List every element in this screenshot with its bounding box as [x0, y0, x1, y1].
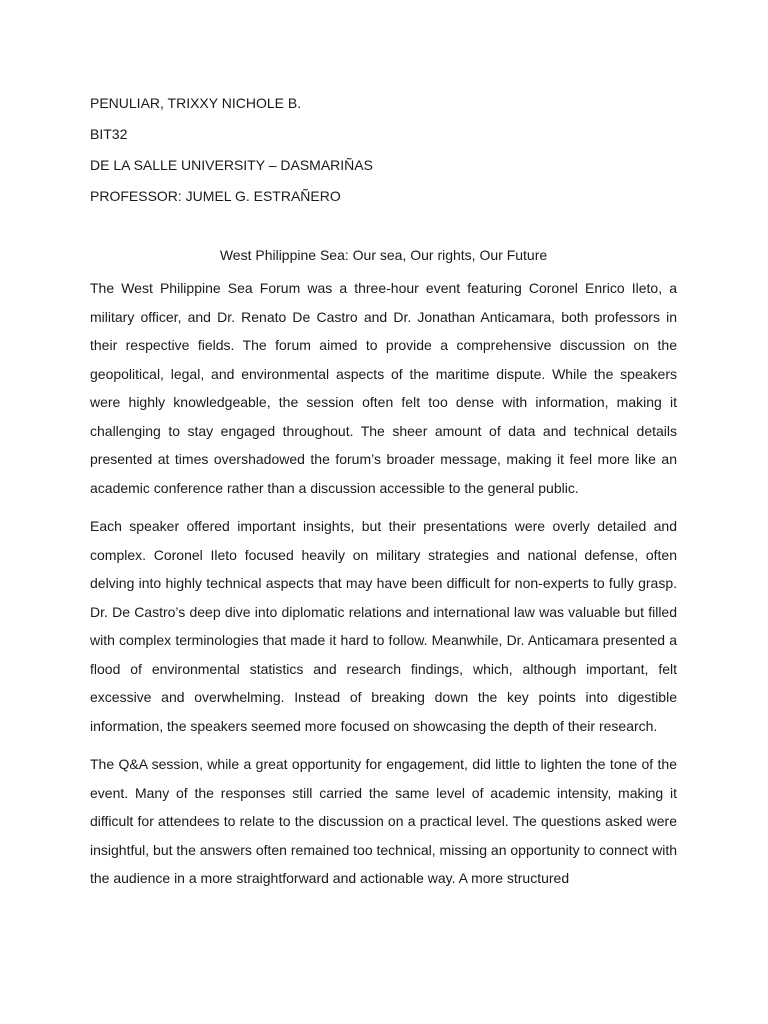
- student-name: PENULIAR, TRIXXY NICHOLE B.: [90, 95, 302, 111]
- essay-body: [90, 274, 677, 903]
- student-section: BIT32: [90, 126, 128, 142]
- professor-name: PROFESSOR: JUMEL G. ESTRAÑERO: [90, 188, 341, 204]
- paragraph-1: The West Philippine Sea Forum was a three-hour event featuring Coronel Enrico Ileto, a military officer, and Dr. Renato De Castro and Dr. Jonathan Anticamara, both professors in their respective fields. The forum aimed to provide a comprehensive discussion on the geopolitical, legal, and environmental aspects of the maritime dispute. While the speakers were highly knowledgeable, the session often felt too dense with information, making it challenging to stay engaged throughout. The sheer amount of data and technical details presented at times overshadowed the forum’s broader message, making it feel more like an academic conference rather than a discussion accessible to the general public.: [90, 280, 677, 496]
- essay-title: West Philippine Sea: Our sea, Our rights, Our Future: [219, 247, 548, 263]
- paragraph-2: Each speaker offered important insights, but their presentations were overly detailed and complex. Coronel Ileto focused heavily on military strategies and national defense, often delving into highly technical aspects that may have been difficult for non-experts to fully grasp. Dr. De Castro’s deep dive into diplomatic relations and international law was valuable but filled with complex terminologies that made it hard to follow. Meanwhile, Dr. Anticamara presented a flood of environmental statistics and research findings, which, although important, felt excessive and overwhelming. Instead of breaking down the key points into digestible information, the speakers seemed more focused on showcasing the depth of their research.: [90, 518, 677, 734]
- university-name: DE LA SALLE UNIVERSITY – DASMARIÑAS: [90, 157, 373, 173]
- paragraph-3: The Q&A session, while a great opportunity for engagement, did little to lighten the tone of the event. Many of the responses still carried the same level of academic intensity, making it difficult for attendees to relate to the discussion on a practical level. The questions asked were insightful, but the answers often remained too technical, missing an opportunity to connect with the audience in a more straightforward and actionable way. A more structured: [90, 756, 677, 886]
- student-info-header: [90, 92, 680, 216]
